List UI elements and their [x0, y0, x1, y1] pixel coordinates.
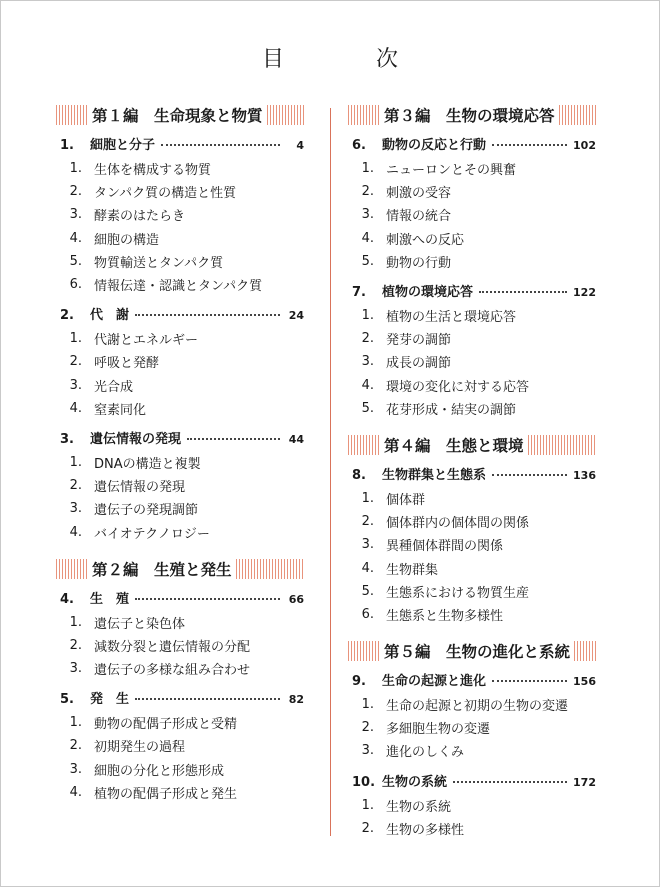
- chapter-title: 細胞と分子: [90, 138, 156, 153]
- section-number: 3.: [361, 537, 374, 553]
- section-title: 生物の系統: [386, 799, 452, 815]
- section-number: 5.: [69, 253, 82, 269]
- toc-column-right: [348, 104, 596, 840]
- section-number: 4.: [69, 524, 82, 540]
- section-entry[interactable]: [348, 157, 596, 180]
- section-title: 生態系と生物多様性: [386, 608, 504, 624]
- section-number: 3.: [361, 743, 374, 759]
- section-entry[interactable]: [348, 794, 596, 817]
- section-number: 3.: [69, 761, 82, 777]
- leader-dots: [492, 680, 567, 682]
- section-title: 生命の起源と初期の生物の変遷: [386, 699, 569, 715]
- part-decoration: [574, 641, 596, 661]
- chapter-number: 4.: [60, 591, 74, 607]
- chapter-number: 10.: [352, 774, 376, 790]
- section-title: ニューロンとその興奮: [386, 163, 517, 179]
- section-entry[interactable]: [56, 227, 304, 250]
- leader-dots: [187, 438, 280, 440]
- chapter-page: 4: [296, 139, 304, 152]
- part-label: 第４編 生態と環境: [384, 436, 524, 455]
- leader-dots: [161, 144, 280, 146]
- leader-dots: [135, 314, 280, 316]
- section-number: 1.: [361, 308, 374, 324]
- section-title: 花芽形成・結実の調節: [386, 402, 517, 418]
- section-title: 環境の変化に対する応答: [386, 379, 530, 395]
- section-number: 2.: [361, 331, 374, 347]
- section-number: 2.: [361, 820, 374, 836]
- chapter-entry[interactable]: [348, 464, 596, 483]
- chapter-title: 発 生: [90, 692, 130, 708]
- section-entry[interactable]: [56, 157, 304, 180]
- section-entry[interactable]: [56, 657, 304, 680]
- chapter-title: 生物の系統: [382, 774, 448, 790]
- section-entry[interactable]: [56, 374, 304, 397]
- part-heading: [348, 434, 596, 456]
- section-entry[interactable]: [348, 533, 596, 556]
- section-number: 5.: [361, 583, 374, 599]
- chapter-title: 代 謝: [90, 308, 130, 324]
- chapter-title: 遺伝情報の発現: [90, 431, 182, 447]
- section-entry[interactable]: [56, 451, 304, 474]
- section-number: 2.: [69, 738, 82, 754]
- section-title: 生態系における物質生産: [386, 585, 530, 601]
- section-title: 遺伝子と染色体: [94, 616, 186, 632]
- chapter-entry[interactable]: [56, 304, 304, 323]
- part-label: 第３編 生物の環境応答: [384, 107, 555, 125]
- section-number: 5.: [361, 400, 374, 416]
- section-number: 6.: [361, 606, 374, 622]
- part-decoration: [348, 641, 380, 661]
- chapter-entry[interactable]: [348, 281, 596, 300]
- chapter-entry[interactable]: [348, 670, 596, 689]
- section-title: 生物群集: [386, 562, 439, 578]
- section-title: バイオテクノロジー: [94, 526, 210, 542]
- part-decoration: [348, 435, 380, 455]
- chapter-number: 5.: [60, 692, 74, 708]
- section-number: 6.: [69, 277, 82, 293]
- section-number: 3.: [69, 377, 82, 393]
- chapter-page: 136: [573, 468, 596, 482]
- toc-column-left: [56, 104, 304, 804]
- section-title: 動物の配偶子形成と受精: [94, 717, 238, 733]
- section-entry[interactable]: [56, 350, 304, 373]
- chapter-entry[interactable]: [56, 134, 304, 153]
- chapter-page: 102: [573, 139, 596, 152]
- section-title: 代謝とエネルギー: [94, 333, 199, 349]
- section-number: 2.: [69, 184, 82, 200]
- section-number: 3.: [69, 501, 82, 517]
- part-decoration: [559, 105, 596, 125]
- section-title: 動物の行動: [386, 255, 452, 271]
- chapter-number: 8.: [352, 467, 366, 483]
- chapter-number: 9.: [352, 674, 366, 689]
- section-entry[interactable]: [56, 497, 304, 520]
- section-title: 窒素同化: [94, 402, 147, 418]
- section-number: 1.: [69, 715, 82, 731]
- section-title: 多細胞生物の変遷: [386, 722, 491, 738]
- leader-dots: [453, 781, 567, 783]
- section-title: 生体を構成する物質: [94, 163, 212, 179]
- section-entry[interactable]: [56, 273, 304, 296]
- section-entry[interactable]: [348, 180, 596, 203]
- section-entry[interactable]: [56, 781, 304, 804]
- section-entry[interactable]: [348, 603, 596, 626]
- section-number: 2.: [361, 514, 374, 530]
- section-entry[interactable]: [56, 520, 304, 543]
- part-heading: [348, 104, 596, 126]
- part-label: 第１編 生命現象と物質: [92, 107, 263, 125]
- section-entry[interactable]: [348, 716, 596, 739]
- section-number: 4.: [69, 400, 82, 416]
- section-number: 4.: [361, 377, 374, 393]
- section-number: 1.: [361, 490, 374, 506]
- section-entry[interactable]: [348, 327, 596, 350]
- section-title: 減数分裂と遺伝情報の分配: [94, 639, 251, 655]
- section-title: 個体群: [386, 492, 426, 508]
- section-entry[interactable]: [348, 556, 596, 579]
- section-title: 遺伝子の多様な組み合わせ: [94, 663, 251, 679]
- chapter-page: 66: [288, 592, 304, 606]
- section-entry[interactable]: [348, 693, 596, 716]
- section-number: 4.: [69, 230, 82, 246]
- chapter-entry[interactable]: [348, 134, 596, 153]
- section-number: 1.: [361, 697, 374, 713]
- chapter-entry[interactable]: [56, 588, 304, 607]
- section-number: 4.: [69, 784, 82, 800]
- section-number: 1.: [361, 797, 374, 813]
- section-number: 3.: [69, 661, 82, 677]
- section-entry[interactable]: [348, 374, 596, 397]
- leader-dots: [492, 144, 567, 146]
- section-entry[interactable]: [348, 227, 596, 250]
- chapter-entry[interactable]: [56, 688, 304, 707]
- leader-dots: [135, 698, 280, 700]
- section-number: 4.: [361, 230, 374, 246]
- section-title: 生物の多様性: [386, 822, 465, 838]
- section-entry[interactable]: [56, 611, 304, 634]
- section-number: 2.: [361, 720, 374, 736]
- chapter-title: 植物の環境応答: [382, 284, 474, 300]
- section-title: 情報の統合: [386, 209, 452, 225]
- part-heading: [56, 104, 304, 126]
- part-label: 第５編 生物の進化と系統: [384, 643, 571, 661]
- chapter-page: 82: [288, 693, 304, 707]
- section-entry[interactable]: [56, 250, 304, 273]
- chapter-entry[interactable]: [56, 428, 304, 447]
- section-entry[interactable]: [56, 634, 304, 657]
- section-number: 2.: [69, 478, 82, 494]
- part-label: 第２編 生殖と発生: [92, 560, 232, 579]
- part-decoration: [56, 105, 88, 125]
- section-title: 物質輸送とタンパク質: [94, 255, 224, 271]
- section-title: 遺伝情報の発現: [94, 480, 186, 496]
- section-entry[interactable]: [56, 734, 304, 757]
- section-title: 呼吸と発酵: [94, 356, 160, 372]
- part-heading: [348, 640, 596, 662]
- part-decoration: [348, 105, 380, 125]
- section-number: 2.: [69, 354, 82, 370]
- part-gap: [56, 544, 304, 558]
- chapter-number: 7.: [352, 284, 366, 300]
- chapter-number: 3.: [60, 431, 74, 447]
- section-entry[interactable]: [56, 711, 304, 734]
- section-entry[interactable]: [348, 350, 596, 373]
- section-number: 2.: [69, 637, 82, 653]
- section-entry[interactable]: [348, 250, 596, 273]
- section-entry[interactable]: [348, 510, 596, 533]
- chapter-number: 1.: [60, 138, 74, 153]
- section-title: 遺伝子の発現調節: [94, 503, 199, 519]
- section-title: 個体群内の個体間の関係: [386, 516, 530, 532]
- section-entry[interactable]: [348, 304, 596, 327]
- section-number: 5.: [361, 253, 374, 269]
- section-number: 2.: [361, 184, 374, 200]
- section-number: 1.: [69, 614, 82, 630]
- chapter-page: 156: [573, 675, 596, 688]
- part-decoration: [528, 435, 596, 455]
- section-entry[interactable]: [56, 180, 304, 203]
- section-title: タンパク質の構造と性質: [94, 186, 237, 202]
- chapter-number: 2.: [60, 308, 74, 324]
- section-number: 1.: [69, 331, 82, 347]
- section-title: DNAの構造と複製: [94, 456, 201, 472]
- section-title: 初期発生の過程: [94, 740, 186, 756]
- leader-dots: [492, 474, 567, 476]
- section-number: 3.: [361, 354, 374, 370]
- section-entry[interactable]: [56, 397, 304, 420]
- section-entry[interactable]: [56, 327, 304, 350]
- chapter-page: 122: [573, 285, 596, 299]
- section-entry[interactable]: [348, 203, 596, 226]
- chapter-entry[interactable]: [348, 771, 596, 790]
- section-number: 1.: [69, 161, 82, 177]
- section-number: 3.: [361, 207, 374, 223]
- section-title: 植物の生活と環境応答: [386, 310, 517, 326]
- section-title: 発芽の調節: [386, 333, 452, 349]
- section-number: 1.: [361, 161, 374, 177]
- section-entry[interactable]: [348, 580, 596, 603]
- section-number: 4.: [361, 560, 374, 576]
- section-title: 細胞の構造: [94, 232, 160, 248]
- part-heading: [56, 558, 304, 580]
- section-number: 1.: [69, 454, 82, 470]
- part-decoration: [267, 105, 304, 125]
- section-title: 光合成: [94, 379, 134, 395]
- leader-dots: [479, 291, 567, 293]
- section-title: 成長の調節: [386, 356, 452, 372]
- chapter-title: 動物の反応と行動: [382, 138, 487, 153]
- section-entry[interactable]: [56, 203, 304, 226]
- section-number: 3.: [69, 207, 82, 223]
- section-entry[interactable]: [56, 758, 304, 781]
- column-divider: [330, 108, 331, 836]
- leader-dots: [135, 598, 280, 600]
- section-entry[interactable]: [348, 739, 596, 762]
- chapter-title: 生物群集と生態系: [382, 467, 487, 483]
- section-title: 酵素のはたらき: [94, 209, 186, 225]
- section-title: 進化のしくみ: [386, 745, 465, 761]
- section-entry[interactable]: [348, 817, 596, 840]
- section-entry[interactable]: [348, 397, 596, 420]
- part-decoration: [56, 559, 88, 579]
- part-gap: [348, 420, 596, 434]
- part-gap: [348, 626, 596, 640]
- part-decoration: [236, 559, 304, 579]
- section-title: 細胞の分化と形態形成: [94, 763, 225, 779]
- chapter-page: 172: [573, 775, 596, 789]
- section-title: 刺激への反応: [386, 232, 465, 248]
- section-title: 刺激の受容: [386, 186, 452, 202]
- chapter-page: 44: [288, 432, 304, 446]
- page-title: 目次: [261, 47, 490, 72]
- section-entry[interactable]: [348, 487, 596, 510]
- section-title: 異種個体群間の関係: [386, 539, 504, 555]
- section-title: 植物の配偶子形成と発生: [94, 786, 238, 802]
- chapter-number: 6.: [352, 138, 366, 153]
- chapter-title: 生 殖: [90, 591, 130, 607]
- chapter-title: 生命の起源と進化: [382, 674, 487, 689]
- section-title: 情報伝達・認識とタンパク質: [94, 279, 263, 295]
- chapter-page: 24: [288, 309, 304, 323]
- section-entry[interactable]: [56, 474, 304, 497]
